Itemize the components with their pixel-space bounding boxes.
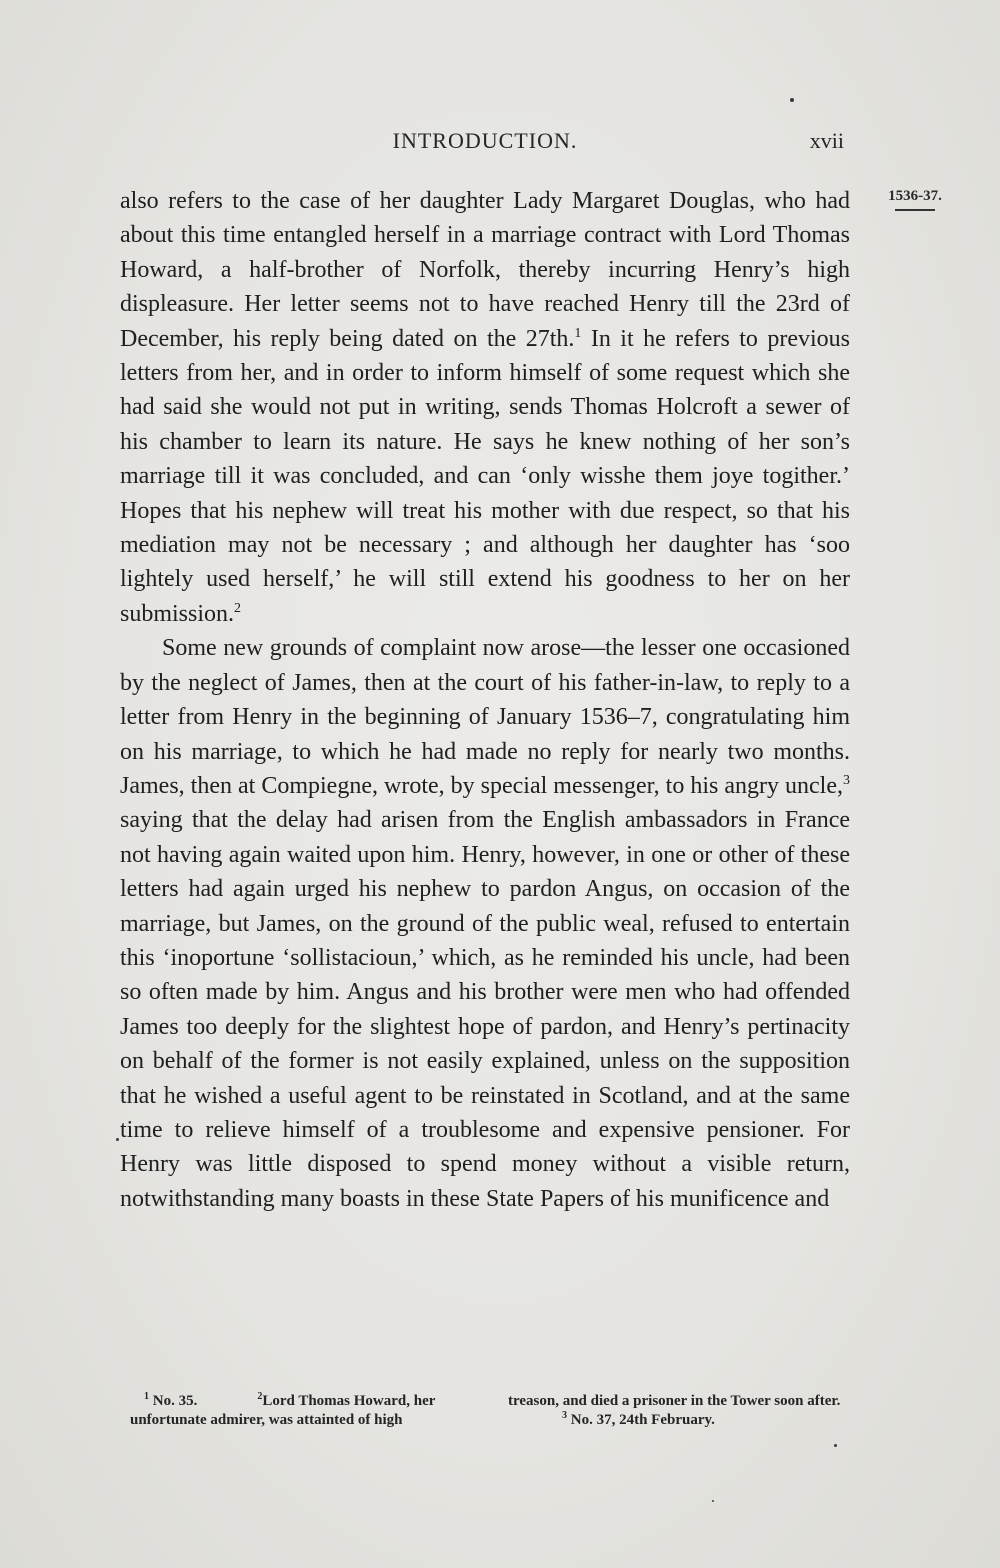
footnote-3 [562, 1411, 715, 1430]
running-title: INTRODUCTION. [392, 128, 578, 153]
footnote-1-mark: 1 [144, 1391, 149, 1402]
page-header [120, 128, 850, 164]
footnote-column-left [130, 1392, 490, 1430]
paragraph-1 [120, 184, 850, 631]
paragraph-2-part-1: Some new grounds of complaint now arose—the lesser one occasioned by the neglect of James, then at the court of his father-in-law, to reply to a letter from Henry in the beginning of January 1536–7, congratulating him on his marriage, to which he had made no reply for nearly two months. James, then at Compiegne, wrote, by special messenger, to his angry uncle, [120, 635, 850, 799]
ink-speck [116, 1138, 119, 1141]
footnote-ref-3: 3 [843, 772, 850, 788]
margin-date-note [872, 188, 958, 211]
footnote-ref-1: 1 [574, 325, 582, 341]
footnote-2-mark: 2 [257, 1391, 263, 1402]
paragraph-2-part-2: saying that the delay had arisen from the English ambassadors in France not having again waited upon him. Henry, however, in one or other of these letters had again urged his nephew to pardon Angus, on occasion of the marriage, but James, on the ground of the public weal, refused to entertain this ‘inoportune ‘sollistacioun,’ which, as he reminded his uncle, had been so often made by him. Angus and his brother were men who had offended James too deeply for the slightest hope of pardon, and Henry’s pertinacity on behalf of the former is not easily explained, unless on the supposition that he wished a useful agent to be reinstated in Scotland, and at the same time to relieve himself of a troublesome and expensive pensioner. For Henry was little disposed to spend money without a visible return, notwithstanding many boasts in these State Papers of his munificence and [120, 807, 850, 1212]
footnote-column-right [508, 1392, 854, 1430]
footnote-2-text: Lord Thomas Howard, her unfortunate admirer, was attainted of high [130, 1393, 436, 1428]
footnote-3-text: No. 37, 24th February. [570, 1412, 715, 1428]
paragraph-1-part-1: also refers to the case of her daughter Lady Margaret Douglas, who had about this time entangled herself in a marriage contract with Lord Thomas Howard, a half-brother of Norfolk, thereby incurring Henry’s high displeasure. Her letter seems not to have reached Henry till the 23rd of December, his reply being dated on the 27th. [120, 188, 850, 352]
ink-speck [712, 1500, 714, 1502]
paragraph-2 [120, 631, 850, 1216]
ink-speck [790, 98, 794, 102]
footnote-2-continuation: treason, and died a prisoner in the Tower soon after. [508, 1393, 841, 1409]
margin-date-label: 1536-37. [888, 188, 942, 204]
footnote-1-text: No. 35. [152, 1393, 198, 1409]
page-number: xvii [809, 128, 844, 153]
ink-speck [834, 1444, 837, 1447]
margin-rule [895, 209, 935, 211]
paragraph-1-part-2: In it he refers to previous letters from her, and in order to inform himself of some request which she had said she would not put in writing, sends Thomas Holcroft a sewer of his chamber to learn its nature. He says he knew nothing of her son’s marriage till it was concluded, and can ‘only wisshe them joye togither.’ Hopes that his nephew will treat his mother with due respect, so that his mediation may not be necessary ; and although her daughter has ‘soo lightely used herself,’ he will still extend his goodness to her on her submission. [120, 325, 851, 627]
body-text [120, 184, 850, 1216]
footnote-1 [144, 1392, 197, 1411]
footnote-3-mark: 3 [562, 1410, 567, 1421]
footnote-ref-2: 2 [234, 600, 242, 616]
